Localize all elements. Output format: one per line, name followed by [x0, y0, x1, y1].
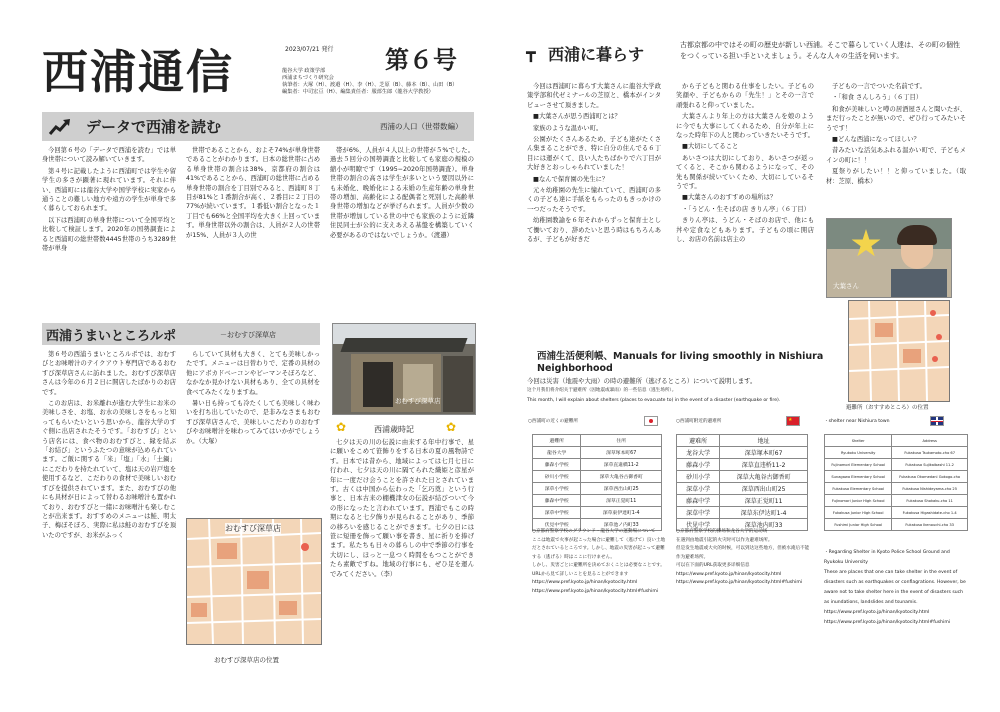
paragraph: 元々幼稚園の先生に憧れていて、西浦町の多くの子ども達に手紙をもらったのもきっかけの一つだったそうです。	[527, 187, 661, 213]
url-link[interactable]: https://www.pref.kyoto.jp/hinan/kyotocity.html	[824, 610, 930, 615]
shelter-zh-table	[676, 434, 808, 531]
table-cell: 深草西出山町25	[720, 483, 808, 495]
map-marker	[936, 334, 942, 340]
table-row	[533, 495, 662, 507]
table-row	[825, 459, 968, 471]
paragraph: きりん亭は、うどん・そばのお店で、他にも丼や定食などもあります。子どもの頃に開店し、お店の名前は店主の	[676, 217, 814, 244]
issue-date: 2023/07/21 発行	[285, 46, 334, 53]
table-cell: 深草直違橋11-2	[581, 459, 662, 471]
data-text-col-2	[186, 146, 320, 321]
table-cell: 深草中学校	[533, 507, 581, 519]
manual-intro-ja: 今回は災害（地震や大雨）の時の避難所（逃げるところ）について説明します。	[527, 377, 757, 385]
shelter-zh-note	[676, 528, 810, 588]
table-cell: 深草小学校	[533, 483, 581, 495]
manual-title: 西浦生活便利帳、Manuals for living smoothly in Nishiura Neighborhood	[537, 351, 824, 374]
uk-flag-icon	[930, 416, 944, 426]
table-cell: Fukakusa Sujikaibashi 11-2	[892, 459, 968, 471]
table-row	[825, 507, 968, 519]
table-cell: 深草东伊达町1-4	[720, 507, 808, 519]
table-cell: 深草正覚町11	[581, 495, 662, 507]
living-text-col-2	[676, 82, 814, 337]
sunflower-icon: ✿	[336, 420, 347, 434]
note-line: URLから見て詳しいことを見ることができます	[532, 571, 629, 577]
table-cell: 深草正觉町11	[720, 495, 808, 507]
paragraph: ■大葉さんが思う西浦町とは？	[533, 113, 621, 121]
shelter-map-caption: 避難所（おすすめところ）の位置	[846, 405, 929, 411]
paragraph: あいさつは大切にしており、あいさつが返ってくると、そこから関わるようになって、その先も関係が続いていくため、大切にしているそうです。	[676, 154, 814, 191]
table-row	[533, 471, 662, 483]
shelter-ja-title: ○西浦町の近くの避難所	[528, 419, 578, 424]
url-link[interactable]: https://www.pref.kyoto.jp/hinan/kyotocity.html	[532, 580, 638, 585]
table-row	[533, 507, 662, 519]
shop-photo-caption: おむすび深草店	[395, 397, 441, 405]
data-section-subtitle: 西浦の人口（世帯数編）	[380, 122, 463, 131]
paragraph: 今回第６号の「データで西浦を読む」では単身世帯について読み解いていきます。	[42, 147, 176, 164]
paragraph: らしていて具材も大きく、とても美味しかったです。メニューは日替わりで、定番の具材の他にアボカドベーコンやピーマンそぼろなど、なかなか見かけない具材もあり、全ての具材を食べてみたくなりますね。	[186, 351, 320, 396]
table-cell: Fukakusa Okamedani Gokogo-cho	[892, 471, 968, 483]
table-cell: Sunagawa Elementary School	[825, 471, 892, 483]
living-title: 西浦に暮らす	[548, 45, 645, 64]
url-link[interactable]: https://www.pref.kyoto.jp/hinan/kyotocity.html#fushimi	[532, 588, 659, 594]
shelter-zh-title: ○西浦町附近的避难所	[676, 419, 722, 424]
china-flag-icon: ★	[786, 416, 800, 426]
table-header: 地址	[720, 435, 808, 447]
masthead-title: 西浦通信	[42, 45, 234, 99]
table-cell: 深草小学	[677, 483, 720, 495]
ruppo-heading	[42, 323, 320, 345]
paragraph: 大葉さんより年上の方は大葉さんを娘のように今でも大事にしてくれるため、自分が年上になった時年下の人と関わっていきたいそうです。	[676, 113, 814, 140]
shop-map-caption: おむすび深草店の位置	[214, 656, 279, 664]
sunflower-icon: ✿	[446, 420, 457, 434]
paragraph: 帯が6%、人員が４人以上の世帯が５%でした。過去５回分の国勢調査と比較しても家庭の規模の縮小が明瞭です（1995−2020年国勢調査）。単身世帯の割合の高さは学生が多いという要因以外にも未婚化、晩婚化による未婚の生産年齢の単身世帯の増加、高齢化による配偶者と死別した高齢単身世帯の増加などが挙げられます。人員が少数の世帯が増加している世の中でも家族のように近隣住民同士が公的に支えあえる基盤を構築していく必要があるのではないでしょうか。（渡邉）	[330, 147, 474, 239]
note-line: 可以在下面的URL获取更多详细信息	[676, 563, 750, 568]
table-row	[825, 471, 968, 483]
table-cell: Fushimi Junior High School	[825, 519, 892, 531]
table-cell: 深草池ノ内町33	[581, 519, 662, 531]
table-row	[825, 483, 968, 495]
living-text-col-1	[527, 82, 661, 337]
ruppo-text-col-2	[186, 350, 320, 490]
shop-map	[186, 518, 322, 645]
paragraph: 幼稚園教諭を６年それからずっと保育士として働いており、辞めたいと思う時はもちろんあるが、子どもが好きだ	[527, 217, 661, 244]
issue-number: 第６号	[385, 45, 457, 74]
credits	[282, 68, 482, 96]
paragraph: ■なんで保育園の先生に？	[533, 175, 609, 183]
table-cell: Fukakusa Ikenouchi-cho 33	[892, 519, 968, 531]
shelter-ja-note	[532, 528, 668, 596]
data-text-col-1	[42, 146, 176, 321]
japan-flag-icon	[644, 416, 658, 426]
note-line: 但是发生地震或大火的时候，可以到达这些地方，但被水淹后不能作为避难场所。	[676, 546, 810, 560]
paragraph: 第６号の西浦うまいところルポでは、おむすびとお味噌汁のテイクアウト専門店であるおむすび深草店さんに訪れました。おむすび深草店さんは今年の６月２日に開店したばかりのお店です。	[42, 351, 176, 396]
map-marker	[932, 356, 938, 362]
paragraph: 子どもの一言でついた名前です。	[832, 83, 926, 90]
table-cell: 藤森中学	[677, 495, 720, 507]
manual-intro-en: This month, I will explain about shelters (places to evacuate to) in the event of a disaster (earthquake or fire).	[527, 398, 781, 403]
shop-photo	[332, 323, 476, 415]
paragraph: 和食が美味しいと噂の居酒屋さんと聞いたが、まだ行ったことが無いので、ぜひ行ってみたいそうです！	[826, 105, 966, 132]
note-line: しかし、災害ごとに避難所を決めておくことは必要なことです。	[532, 563, 665, 568]
table-cell: Fukakusa Tsukamoto-cho 67	[892, 447, 968, 459]
table-header: 避難所	[533, 435, 581, 447]
table-cell: 深草塚本町67	[581, 447, 662, 459]
paragraph: から子どもと関わる仕事をしたい。子どもの笑顔や、子どもからの「先生！」とその一言で頑張れると仰っていました。	[676, 83, 814, 109]
table-cell: Fujinomori Elementary School	[825, 459, 892, 471]
manual-intro-zh: 这个月我们将介绍关于避难所（因地震或暴雨）的一些信息（逃生场所）。	[527, 388, 677, 393]
note-line: 在遇到由地震引起的火灾时可以作为避难场所。	[676, 537, 773, 543]
table-cell: 深草西出山町25	[581, 483, 662, 495]
paragraph: 今回は西浦町に暮らす大葉さんに龍谷大学政策学部和代ゼミナールの芝原と、橋本がインタビューさせて頂きました。	[527, 83, 661, 109]
paragraph: 世帯であることから、およそ74%が単身世帯であることがわかります。日本の総世帯に占める単身世帯の割合は38%、京都府の割合は41%であることから、西浦町の総世帯に占める単身世帯の割合を丁目別でみると、西浦町８丁目が81%と１番割合が高く、２番目に２丁目の77%が続いています。１番低い割合となった１丁目でも66%と全国平均を大きく上回っています。単身世帯以外の割合は、人員が２人の世帯が15%、人員が３人の世	[186, 147, 320, 239]
table-cell: Fukakusa Shokaku-cho 11	[892, 495, 968, 507]
map-label: おむすび深草店	[225, 524, 281, 533]
ruppo-title: 西浦うまいところルポ	[46, 329, 177, 344]
table-cell: Fujinomori Junior High School	[825, 495, 892, 507]
data-text-col-3	[330, 146, 474, 321]
table-cell: Fukakusa Nishideyama-cho 25	[892, 483, 968, 495]
paragraph: ■大葉さんのおすすめの場所は？	[682, 194, 777, 202]
living-icon: ┳	[526, 43, 536, 62]
credit-line: 執筆者：大塚（H）、渡邉（H）、李（H）、芝原（B）、藤本（B）、山田（B）	[282, 82, 458, 88]
table-cell: 深草大亀谷古御香町	[720, 471, 808, 483]
note-line: ここは地震で火事が起こった場合に避難して（逃げて）良い土地だとされているところです。しかし、地震の災害が起こって避難する（逃げる）時はここに行けません。	[532, 537, 666, 560]
paragraph: 昔みたいな活気あふれる温かい町で、子どもメインの町に！！	[826, 147, 966, 164]
map-marker	[930, 310, 936, 316]
table-row	[533, 447, 662, 459]
paragraph: 以下は西浦町の単身世帯について全国平均と比較して検証します。2020年の国勢調査によると西浦町の総世帯数4445世帯のうち3289世帯が単身	[42, 216, 176, 253]
table-cell: 藤森小学	[677, 459, 720, 471]
table-cell: 伏見中学校	[533, 519, 581, 531]
paragraph: 夏祭りがしたい！！と仰っていました。（取材：芝原、橋本）	[826, 168, 966, 185]
table-cell: 藤森中学校	[533, 495, 581, 507]
saijiki-text	[330, 438, 474, 668]
table-cell: 深草池内町33	[720, 519, 808, 531]
table-header: Address	[892, 435, 968, 447]
living-text-col-3	[826, 82, 966, 217]
paragraph: 七夕は天の川の伝説に由来する年中行事で、星に願いをこめて笹飾りをする日本の夏の風物詩です。日本では昔から、地域によっては七月七日に行われ、七夕は天の川に隔てられた織姫と彦星が年に一度だけ会うことを許された日とされています。古くは中国から伝わった「乞巧奠」という行事と、日本古来の棚機津女の伝説が結びついて今の形になったと言われています。西浦でもこの時期になると七夕飾りが見られることがあり、季節の移ろいを感じることができます。七夕の日には笹に短冊を飾って願い事を書き、星に祈りを捧げます。私たちも日々の暮らしの中で季節の行事を大切にし、ほっと一息つく時間をもつことができたら素敵ですね。地域の行事にも、ぜひ足を運んでみてください。（李）	[330, 439, 474, 578]
table-cell: 龙谷大学	[677, 447, 720, 459]
url-link[interactable]: https://www.pref.kyoto.jp/hinan/kyotocity.html#fushimi	[676, 580, 803, 585]
paragraph: 第４号に記載したように西浦町では学生や留学生の多さが顕著に現れています。それに伴い、西浦町には龍谷大学や国学学校に実家から通うことの難しい地方や遠方の学生が単身で多く暮らしておられます。	[42, 167, 176, 213]
table-cell: 砂川小学	[677, 471, 720, 483]
credit-line: 編集者：中司宏亘（H）、編集責任者：服部生郎（龍谷大学教授）	[282, 89, 434, 95]
table-cell: 砂川小学校	[533, 471, 581, 483]
note-line: ○京都府警察学校のグラウンド・龍谷大学の運動場について	[532, 529, 656, 534]
table-row	[533, 483, 662, 495]
saijiki-title: 西浦歳時記	[374, 425, 414, 434]
shelter-ja-table	[532, 434, 662, 531]
ruppo-text-col-1	[42, 350, 176, 668]
credit-line: 西浦まちづくり研究会	[282, 75, 334, 81]
table-row	[677, 495, 808, 507]
table-header: Shelter	[825, 435, 892, 447]
data-section-heading	[42, 112, 474, 141]
table-row	[825, 447, 968, 459]
table-row	[677, 507, 808, 519]
paragraph: このお店は、お米離れが進む大学生にお米の美味しさを、お塩、お水の美味しさをもっと知ってもらいたいという思いから、龍谷大学のすぐ側に出店されたそうです。「おむすび」という店名には、食べ物のおむすびと、縁を結ぶ「お結び」というふたつの意味が込められています。ご飯に関する「米」「塩」「水」「土鍋」にこだわりを持たれていて、塩は天の岩戸塩を使用するなど、こだわりの食材で美味しいおむすびを提供されています。また、おむすびの他にも具材が日によって替わるお味噌汁も置かれており、おむすびと一緒にお味噌汁も楽しむことが出来ます。おすすめのメニューは鮭、明太子、梅ぼそぼろ、実際に私は鮭のおむすびを頂いたのですが、お米がふっく	[42, 400, 176, 539]
note-line: ・Regarding Shelter in Kyoto Police School Ground and Ryukoku University	[824, 550, 950, 565]
note-line: ○京都府警察学校的操场和龙谷大学的运动场	[676, 529, 768, 534]
table-row	[677, 447, 808, 459]
table-cell: Fukakusa Junior High School	[825, 507, 892, 519]
table-cell: 深草直违桥11-2	[720, 459, 808, 471]
table-cell: 深草東伊達町1-4	[581, 507, 662, 519]
trend-up-icon	[48, 117, 72, 137]
table-cell: Fukakusa Elementary School	[825, 483, 892, 495]
shelter-map	[848, 300, 950, 402]
url-link[interactable]: https://www.pref.kyoto.jp/hinan/kyotocity.html#fushimi	[824, 620, 951, 625]
table-row	[677, 471, 808, 483]
note-line: These are places that one can take shelter in the event of disasters such as earthquakes or conflagrations. However, be aware not to take shelter here in the event of disasters such as inundations, landslides and tsunamis.	[824, 570, 966, 605]
credit-line: 龍谷大学 政策学部	[282, 68, 326, 74]
data-section-title: データで西浦を読む	[86, 118, 222, 136]
shelter-en-title: ・shelter near Nishiura town	[824, 419, 890, 424]
paragraph: 公園がたくさんあるため、子ども達がたくさん集まることができ、特に自分の住んでる６丁目には運がくて、良い人たちばかりで六丁目が大好きとおっしゃられていました！	[527, 136, 661, 172]
table-cell: Ryukoku University	[825, 447, 892, 459]
table-row	[533, 459, 662, 471]
paragraph: 暑い日も持っても冷たくしても美味しく味わいを打ち出していたので、是非みなさまもおむすび深草店さんで、美味しいこだわりのおむすびやお味噌汁を味わってみてはいかがでしょうか。（大塚）	[186, 400, 320, 445]
table-cell: 藤森小学校	[533, 459, 581, 471]
table-header: 避难所	[677, 435, 720, 447]
table-row	[825, 519, 968, 531]
shelter-en-note	[824, 548, 968, 628]
paragraph: ■どんな西浦になってほしい？	[832, 136, 920, 144]
table-cell: 深草塚本町67	[720, 447, 808, 459]
table-cell: 龍谷大学	[533, 447, 581, 459]
table-row	[677, 459, 808, 471]
resident-photo	[826, 218, 952, 298]
table-cell: 伏见中学	[677, 519, 720, 531]
table-cell: 深草大亀谷古御香町	[581, 471, 662, 483]
table-row	[677, 483, 808, 495]
living-intro: 古都京都の中ではその町の歴史が新しい西浦。そこで暮らしていく人達は、その町の個性をつくっている担い手といえましょう。そんな人々の生活を伺います。	[680, 41, 960, 60]
paragraph: ■大切にしてること	[682, 143, 739, 151]
map-marker	[301, 543, 309, 551]
url-link[interactable]: https://www.pref.kyoto.jp/hinan/kyotocity.html	[676, 571, 782, 577]
table-row	[825, 495, 968, 507]
paragraph: ・「和食 さんしろう」（６丁目）	[832, 94, 923, 102]
shelter-en-table	[824, 434, 968, 531]
table-cell: Fukakusa Higashidate-cho 1-4	[892, 507, 968, 519]
ruppo-subtitle: －おむすび深草店	[220, 331, 276, 339]
table-cell: 深草中学	[677, 507, 720, 519]
table-header: 住所	[581, 435, 662, 447]
paragraph: 家族のような温かい町。	[533, 124, 603, 132]
paragraph: ・「うどん・生そばの店 きりん亭」（６丁目）	[682, 205, 810, 213]
resident-photo-caption: 大葉さん	[833, 282, 859, 290]
